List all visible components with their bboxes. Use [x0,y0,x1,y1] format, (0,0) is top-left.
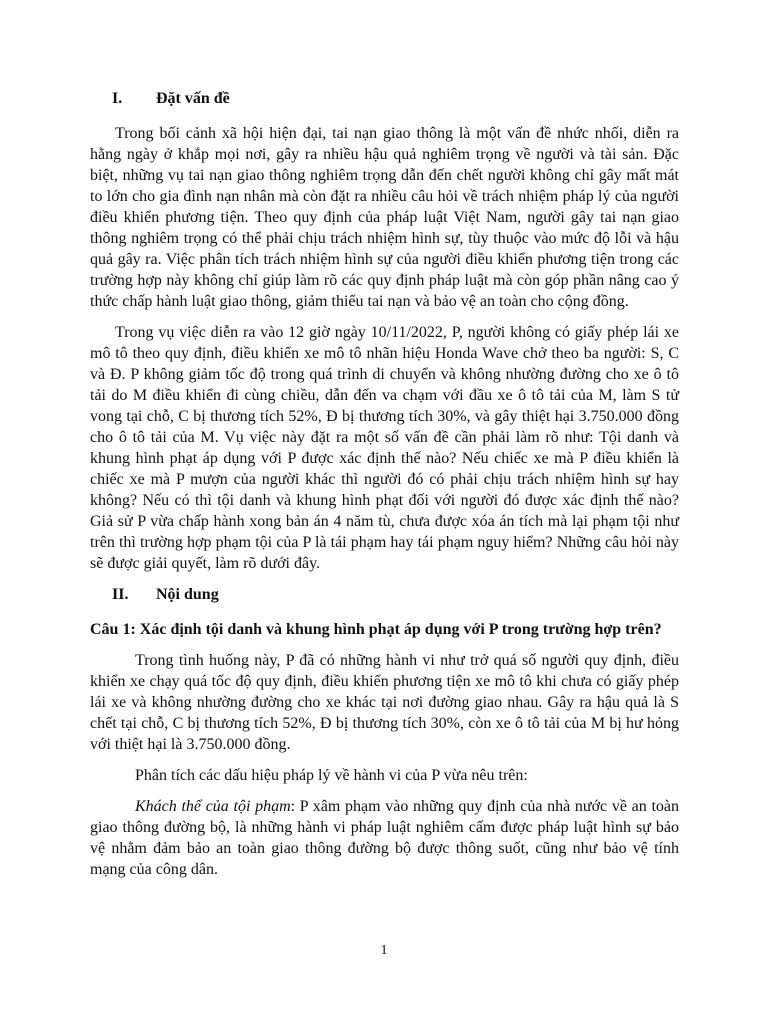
section-number: II. [112,586,129,603]
question-heading: Câu 1: Xác định tội danh và khung hình phạt áp dụng với P trong trường hợp trên? [90,621,662,638]
paragraph-object-of-crime [90,796,679,880]
section-heading-1 [90,88,679,109]
section-title: Đặt vấn đề [156,90,230,107]
term-label: Khách thể của tội phạm [135,798,291,815]
paragraph-intro: Trong bối cảnh xã hội hiện đại, tai nạn giao thông là một vấn đề nhức nhối, diễn ra hằng ngày ở khắp mọi nơi, gây ra nhiều hậu quả nghiêm trọng về người và tài sản. Đặc biệt, những vụ tai nạn giao thông nghiêm trọng dẫn đến chết người không chỉ gây mất mát to lớn cho gia đình nạn nhân mà còn đặt ra nhiều câu hỏi về trách nhiệm pháp lý của người điều khiển phương tiện. Theo quy định của pháp luật Việt Nam, người gây tai nạn giao thông nghiêm trọng có thể phải chịu trách nhiệm hình sự, tùy thuộc vào mức độ lỗi và hậu quả gây ra. Việc phân tích trách nhiệm hình sự của người điều khiển phương tiện trong các trường hợp này không chỉ giúp làm rõ các quy định pháp luật mà còn góp phần nâng cao ý thức chấp hành luật giao thông, giảm thiểu tai nạn và bảo vệ an toàn cho cộng đồng. [90,125,679,310]
section-title: Nội dung [156,586,219,603]
term-text: : P xâm phạm vào những quy định của nhà nước về an toàn giao thông đường bộ, là những hành vi pháp luật nghiêm cấm được pháp luật hình sự bảo vệ nhằm đảm bảo an toàn giao thông đường bộ được thông suốt, cũng như bảo vệ tính mạng của công dân. [90,798,679,878]
page-number: 1 [380,943,388,958]
section-heading-2 [90,584,679,605]
document-body [90,88,679,890]
paragraph-analysis: Trong tình huống này, P đã có những hành vi như trở quá số người quy định, điều khiển xe chạy quá tốc độ quy định, điều khiển phương tiện xe mô tô khi chưa có giấy phép lái xe và không nhường đường cho xe khác tại nơi đường giao nhau. Gây ra hậu quả là S chết tại chỗ, C bị thương tích 52%, Đ bị thương tích 30%, còn xe ô tô tải của M bị hư hỏng với thiệt hại là 3.750.000 đồng. [90,652,679,753]
paragraph-legal-signs: Phân tích các dấu hiệu pháp lý về hành vi của P vừa nêu trên: [135,767,528,784]
paragraph-case-facts: Trong vụ việc diễn ra vào 12 giờ ngày 10/11/2022, P, người không có giấy phép lái xe mô tô theo quy định, điều khiển xe mô tô nhãn hiệu Honda Wave chở theo ba người: S, C và Đ. P không giảm tốc độ trong quá trình di chuyển và không nhường đường cho xe ô tô tải do M điều khiển đi cùng chiều, dẫn đến va chạm với đầu xe ô tô tải của M, làm S tử vong tại chỗ, C bị thương tích 52%, Đ bị thương tích 30%, và gây thiệt hại 3.750.000 đồng cho ô tô tải của M. Vụ việc này đặt ra một số vấn đề cần phải làm rõ như: Tội danh và khung hình phạt áp dụng với P được xác định thế nào? Nếu chiếc xe mà P điều khiển là chiếc xe mà P mượn của người khác thì người đó có phải chịu trách nhiệm hình sự hay không? Nếu có thì tội danh và khung hình phạt đối với người đó được xác định thế nào? Giả sử P vừa chấp hành xong bản án 4 năm tù, chưa được xóa án tích mà lại phạm tội như trên thì trường hợp phạm tội của P là tái phạm hay tái phạm nguy hiểm? Những câu hỏi này sẽ được giải quyết, làm rõ dưới đây. [90,324,679,572]
section-number: I. [112,90,123,107]
